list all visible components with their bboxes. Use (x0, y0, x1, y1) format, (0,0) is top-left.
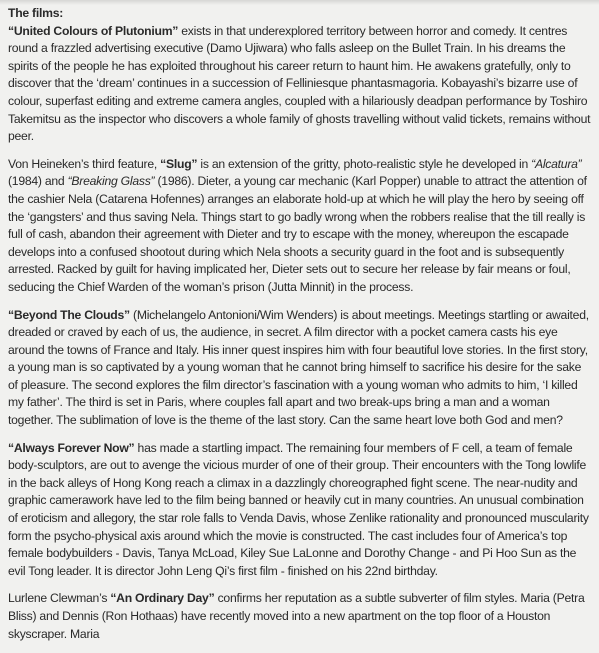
section-heading: The films: (8, 6, 64, 20)
paragraph-text: is an extension of the gritty, photo-realistic style he developed in (197, 156, 532, 171)
paragraph-text: has made a startling impact. The remaining four members of F cell, a team of female body-sculptors, are out to avenge the vicious murder of one of their group. Their encounters with the Tong lowlife in the back alleys of Hong Kong reach a climax in a dazzlingly choreographed fight scene. The near-nudity and graphic camerawork have led to the film being banned or heavily cut in many countries. An unusual combination of eroticism and allegory, the star role falls to Venda Davis, whose Zenlike rationality and pronounced muscularity form the psycho-physical axis around which the movie is constructed. The cast includes four of America’s top female bodybuilders - Davis, Tanya McLoad, Kiley Sue LaLonne and Dorothy Change - and Pi Hoo Sun as the evil Tong leader. It is director John Leng Qi’s first film - finished on his 22nd birthday. (8, 440, 589, 578)
paragraph-text: (Michelangelo Antonioni/Wim Wenders) is about meetings. Meetings startling or awaited, dreaded or craved by each of us, the audience, in secret. A film director with a pocket camera casts his eye around the towns of France and Italy. His inner quest inspires him with four beautiful love stories. In the first story, a young man is so captivated by a young woman that he cannot bring himself to sacrifice his desire for the sake of pleasure. The second explores the film director’s fascination with a young woman who admits to him, ‘I killed my father’. The third is set in Paris, where couples fall apart and two break-ups bring a man and a woman together. The sublimation of love is the theme of the last story. Can the same heart love both God and men? (8, 307, 589, 428)
paragraph-lead: Lurlene Clewman’s (8, 591, 111, 606)
paragraph-always-forever-now (8, 440, 592, 581)
paragraph-text: (1984) and (8, 174, 68, 189)
paragraph-text: confirms her reputation as a subtle subverter of film styles. Maria (Petra Bliss) and Dennis (Ron Hothaas) have recently moved into a new apartment on the top floor of a Houston skyscraper. Maria (8, 591, 585, 641)
paragraph-slug (8, 156, 592, 297)
film-title: “An Ordinary Day” (110, 591, 215, 606)
paragraph-united-colours (8, 23, 592, 146)
film-reference: “Breaking Glass” (67, 174, 155, 189)
film-reference: “Alcatura” (531, 156, 582, 171)
film-title: “United Colours of Plutonium” (8, 23, 179, 38)
film-title: “Slug” (160, 156, 198, 171)
film-title: “Always Forever Now” (8, 440, 135, 455)
paragraph-text: exists in that underexplored territory between horror and comedy. It centres round a frazzled advertising executive (Damo Ujiwara) who falls asleep on the Bullet Train. In his dreams the spirits of the people he has exploited throughout his career return to haunt him. He awakens gratefully, only to discover that the ‘dream’ continues in a succession of Felliniesque phantasmagoria. Kobayashi’s bizarre use of colour, superfast editing and extreme camera angles, coupled with a hilariously deadpan performance by Toshiro Takemitsu as the inspector who discovers a whole family of ghosts travelling without valid tickets, remains without peer. (8, 23, 591, 144)
document-page (8, 5, 592, 653)
paragraph-beyond-the-clouds (8, 307, 592, 430)
film-title: “Beyond The Clouds” (8, 307, 130, 322)
paragraph-text: (1986). Dieter, a young car mechanic (Karl Popper) unable to attract the attention of the cashier Nela (Catarena Hofennes) arranges an elaborate hold-up at which he will play the hero by seeing off the ‘gangsters’ and thus saving Nela. Things start to go badly wrong when the robbers realise that the till really is full of cash, abandon their agreement with Dieter and try to escape with the money, whereupon the escapade develops into a confused shootout during which Nela shoots a security guard in the foot and is subsequently arrested. Racked by guilt for having implicated her, Dieter sets out to secure her release by fair means or foul, seducing the Chief Warden of the woman’s prison (Jutta Minnit) in the process. (8, 174, 587, 294)
paragraph-an-ordinary-day (8, 590, 592, 643)
paragraph-lead: Von Heineken’s third feature, (8, 156, 161, 171)
